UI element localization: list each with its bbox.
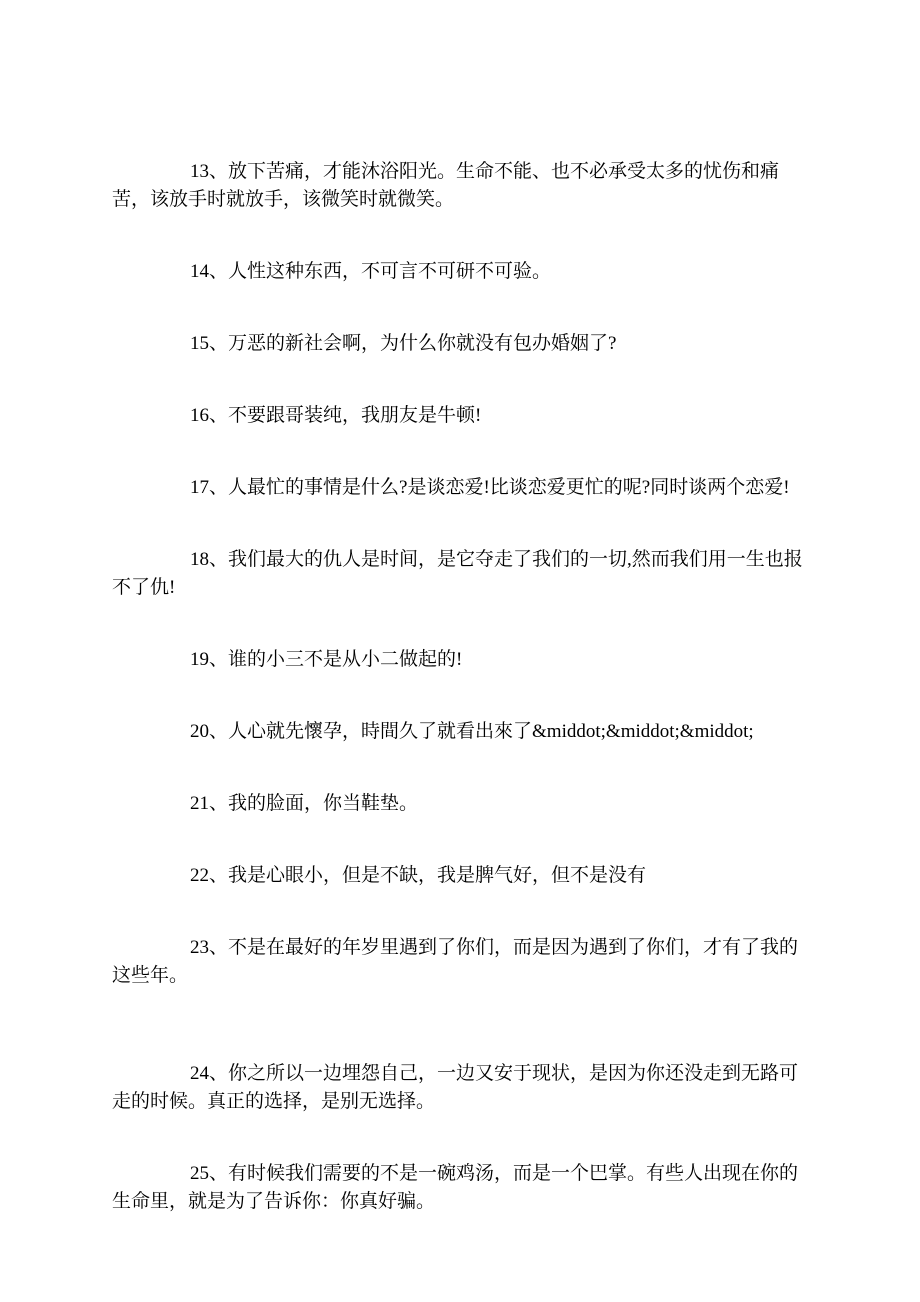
- quote-number: 18、: [190, 549, 229, 570]
- quote-number: 14、: [190, 261, 229, 282]
- quote-item-17: [112, 474, 810, 502]
- quote-item-23: [112, 934, 810, 990]
- quote-text: 放下苦痛，才能沐浴阳光。生命不能、也不必承受太多的忧伤和痛苦，该放手时就放手，该微笑时就微笑。: [112, 161, 780, 210]
- quote-number: 21、: [190, 793, 229, 814]
- quote-text: 你之所以一边埋怨自己，一边又安于现状，是因为你还没走到无路可走的时候。真正的选择，是别无选择。: [112, 1063, 799, 1112]
- quote-item-16: [112, 402, 810, 430]
- quote-item-18: [112, 546, 810, 602]
- quote-item-14: [112, 258, 810, 286]
- quote-text: 我是心眼小，但是不缺，我是脾气好，但不是没有: [228, 865, 647, 886]
- quote-text: 不是在最好的年岁里遇到了你们，而是因为遇到了你们，才有了我的这些年。: [112, 937, 799, 986]
- quote-number: 24、: [190, 1063, 229, 1084]
- quote-item-19: [112, 646, 810, 674]
- quote-number: 25、: [190, 1163, 229, 1184]
- quote-text: 谁的小三不是从小二做起的!: [228, 649, 463, 670]
- quote-item-25: [112, 1160, 810, 1216]
- quote-text: 我们最大的仇人是时间，是它夺走了我们的一切,然而我们用一生也报不了仇!: [112, 549, 803, 598]
- quote-text: 我的脸面，你当鞋垫。: [228, 793, 419, 814]
- quote-item-21: [112, 790, 810, 818]
- quote-number: 13、: [190, 161, 229, 182]
- quote-number: 20、: [190, 721, 229, 742]
- quote-text: 不要跟哥装纯，我朋友是牛顿!: [228, 405, 482, 426]
- quote-text: 万恶的新社会啊，为什么你就没有包办婚姻了?: [228, 333, 617, 354]
- quote-number: 19、: [190, 649, 229, 670]
- quote-number: 23、: [190, 937, 229, 958]
- quote-text: 有时候我们需要的不是一碗鸡汤，而是一个巴掌。有些人出现在你的生命里，就是为了告诉你：你真好骗。: [112, 1163, 799, 1212]
- quote-text: 人性这种东西，不可言不可研不可验。: [228, 261, 552, 282]
- quote-number: 16、: [190, 405, 229, 426]
- quote-item-24: [112, 1060, 810, 1116]
- quote-number: 17、: [190, 477, 229, 498]
- quote-text: 人心就先懷孕，時間久了就看出來了&middot;&middot;&middot;: [228, 721, 754, 742]
- quote-number: 22、: [190, 865, 229, 886]
- quote-item-13: [112, 158, 810, 214]
- quote-item-15: [112, 330, 810, 358]
- quote-item-22: [112, 862, 810, 890]
- quote-number: 15、: [190, 333, 229, 354]
- quote-text: 人最忙的事情是什么?是谈恋爱!比谈恋爱更忙的呢?同时谈两个恋爱!: [228, 477, 790, 498]
- quote-item-20: [112, 718, 810, 746]
